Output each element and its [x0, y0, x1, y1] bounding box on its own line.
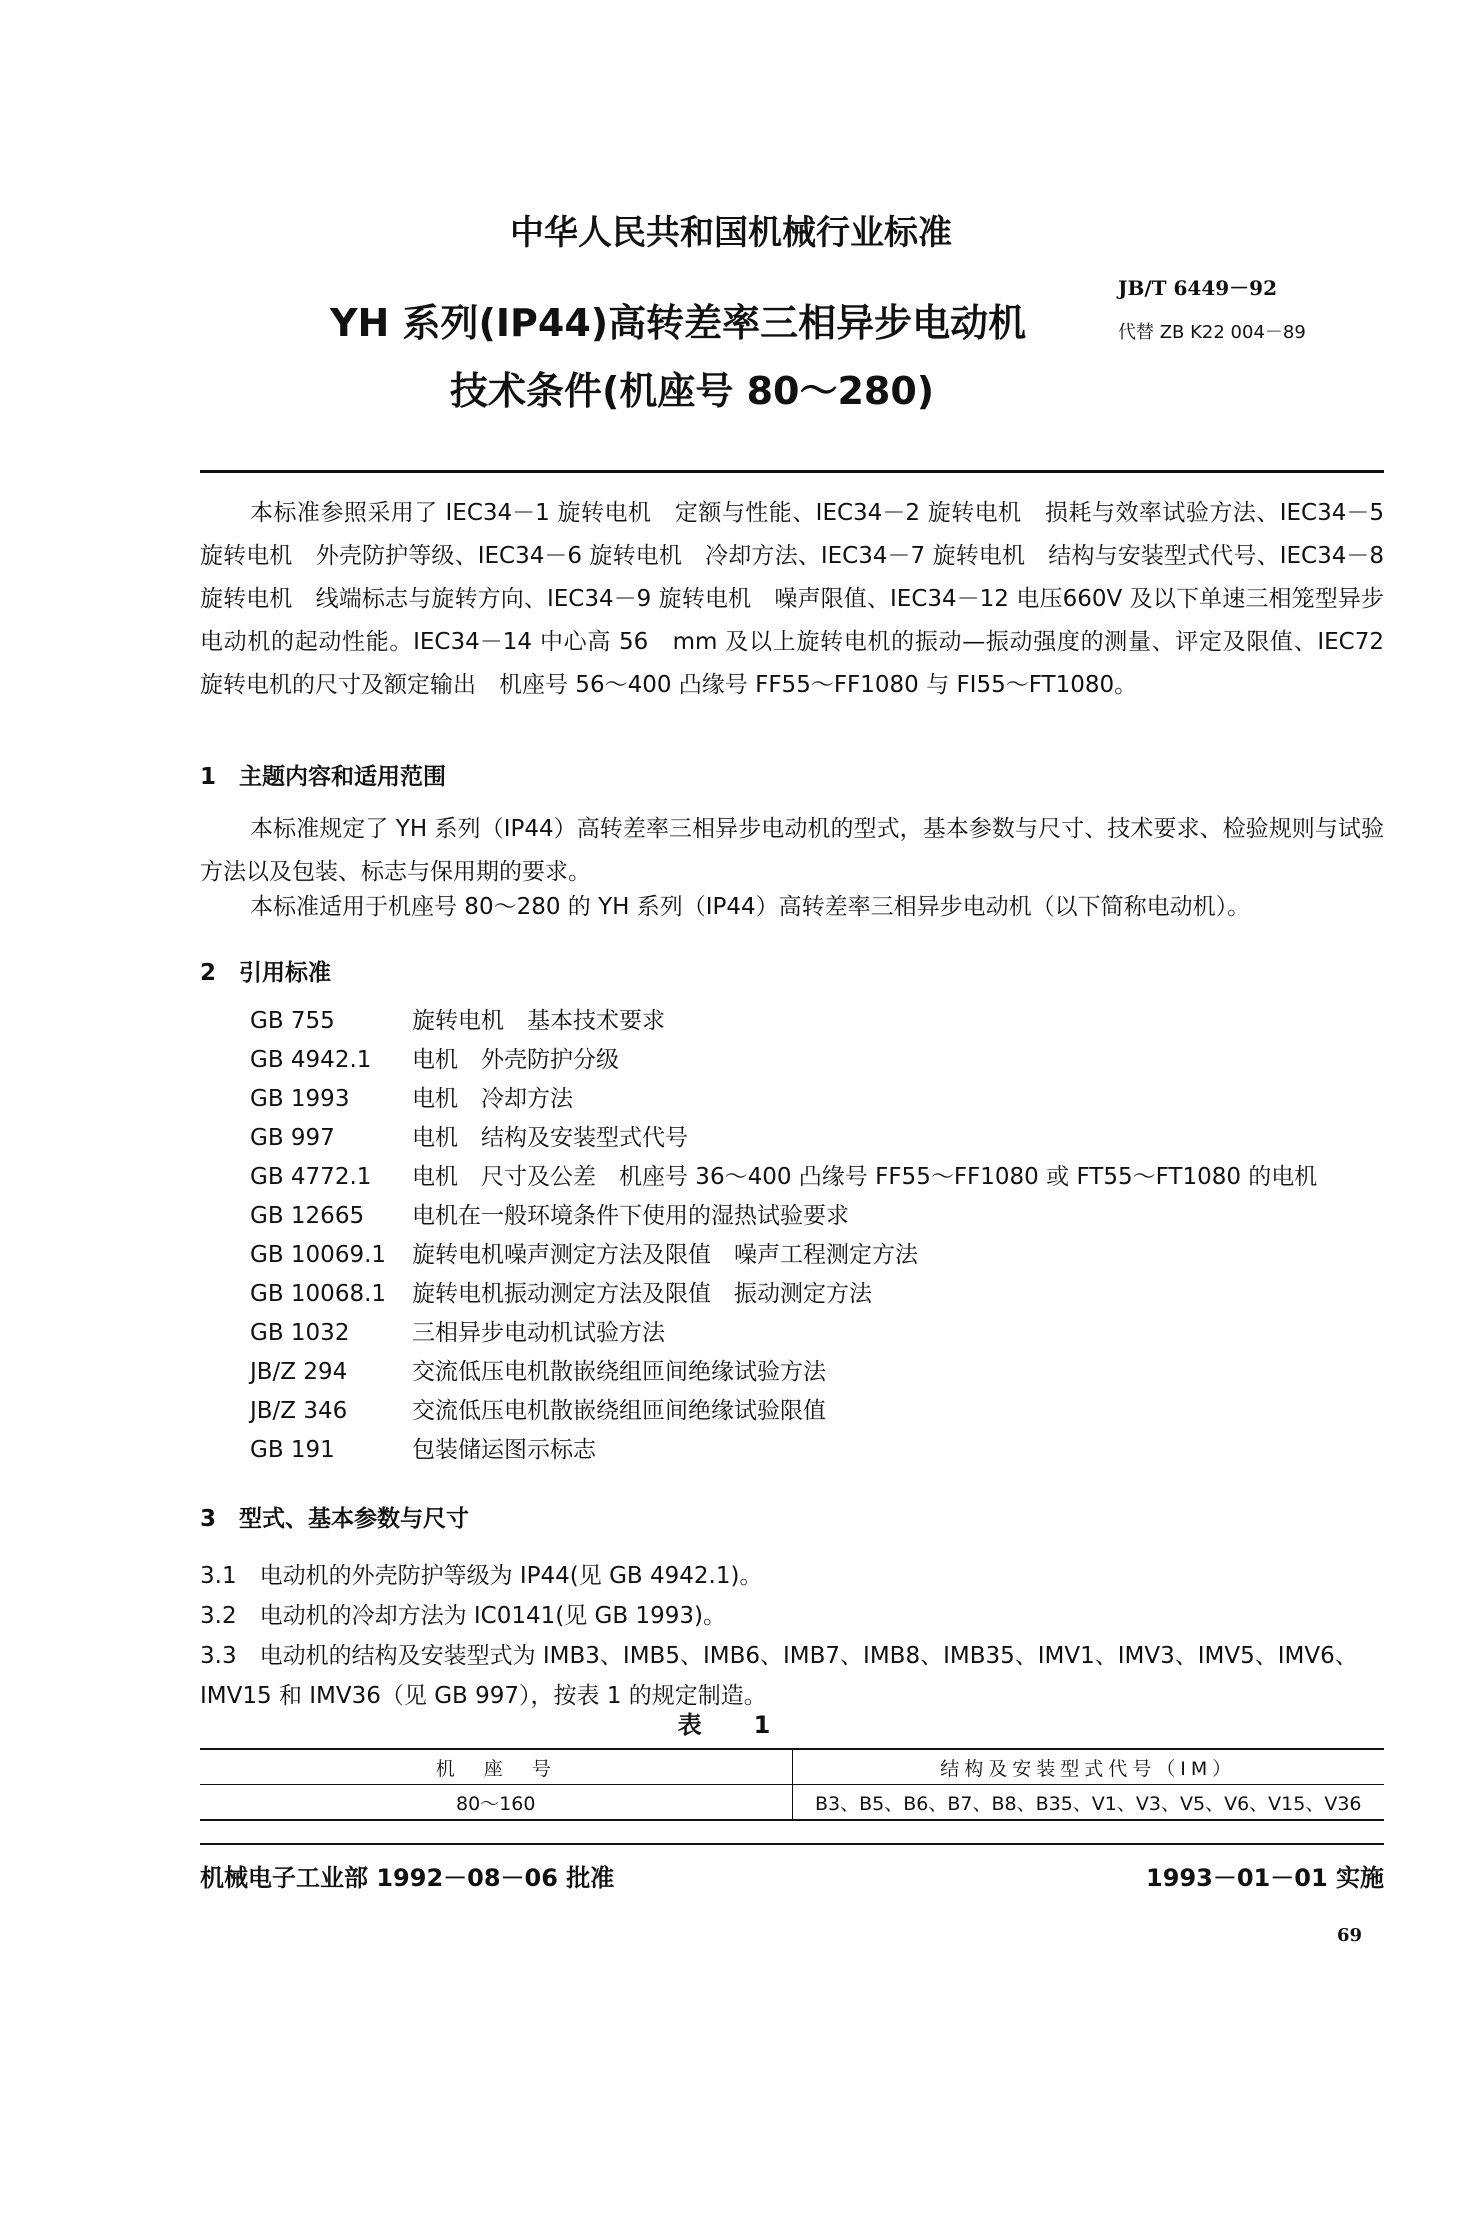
reference-item: [250, 1392, 1317, 1431]
reference-title: 旋转电机 基本技术要求: [412, 1008, 665, 1034]
reference-code: GB 997: [250, 1125, 335, 1151]
reference-item: [250, 1353, 1317, 1392]
reference-item: [250, 1158, 1317, 1197]
reference-item: [250, 1236, 1317, 1275]
standard-title: YH 系列(IP44)高转差率三相异步电动机: [330, 301, 1027, 345]
section-2-heading: 2 引用标准: [200, 960, 332, 986]
org-title: 中华人民共和国机械行业标准: [510, 213, 952, 253]
table-row: [200, 1785, 1384, 1821]
table-1-caption: 表 1: [677, 1711, 785, 1739]
reference-title: 三相异步电动机试验方法: [412, 1320, 665, 1346]
reference-title: 包装储运图示标志: [412, 1437, 596, 1463]
reference-item: [250, 1275, 1317, 1314]
reference-title: 电机在一般环境条件下使用的湿热试验要求: [412, 1203, 849, 1229]
reference-code: JB/Z 294: [250, 1359, 348, 1385]
table-cell-mounting-code: B3、B5、B6、B7、B8、B35、V1、V3、V5、V6、V15、V36: [792, 1785, 1384, 1821]
reference-title: 交流低压电机散嵌绕组匝间绝缘试验方法: [412, 1359, 826, 1385]
reference-code: GB 4772.1: [250, 1164, 372, 1190]
reference-title: 电机 结构及安装型式代号: [412, 1125, 688, 1151]
clause-3-3: 3.3 电动机的结构及安装型式为 IMB3、IMB5、IMB6、IMB7、IMB8、IMB35、IMV1、IMV3、IMV5、IMV6、IMV15 和 IMV36（见 GB 997），按表 1 的规定制造。: [200, 1643, 1358, 1709]
reference-title: 电机 外壳防护分级: [412, 1047, 619, 1073]
reference-item: [250, 1197, 1317, 1236]
reference-title: 交流低压电机散嵌绕组匝间绝缘试验限值: [412, 1398, 826, 1424]
section-1-paragraph-2: 本标准适用于机座号 80～280 的 YH 系列（IP44）高转差率三相异步电动机（以下简称电动机）。: [250, 894, 1251, 920]
reference-title: 旋转电机振动测定方法及限值 振动测定方法: [412, 1281, 872, 1307]
replaces-standard: 代替 ZB K22 004－89: [1118, 322, 1306, 343]
reference-code: GB 4942.1: [250, 1047, 372, 1073]
section-1-heading: 1 主题内容和适用范围: [200, 764, 447, 790]
section-3-heading: 3 型式、基本参数与尺寸: [200, 1506, 470, 1532]
reference-item: [250, 1002, 1317, 1041]
reference-item: [250, 1119, 1317, 1158]
standard-number: JB/T 6449－92: [1118, 276, 1278, 300]
reference-title: 电机 尺寸及公差 机座号 36～400 凸缘号 FF55～FF1080 或 FT55～FT1080 的电机: [412, 1164, 1318, 1190]
standard-subtitle: 技术条件(机座号 80～280): [450, 369, 935, 413]
reference-code: GB 1993: [250, 1086, 350, 1112]
reference-title: 旋转电机噪声测定方法及限值 噪声工程测定方法: [412, 1242, 918, 1268]
reference-item: [250, 1314, 1317, 1353]
reference-code: JB/Z 346: [250, 1398, 348, 1424]
table-header-mounting-code: 结构及安装型式代号（IM）: [792, 1749, 1384, 1785]
approval-line: 机械电子工业部 1992－08－06 批准: [200, 1864, 615, 1892]
reference-code: GB 191: [250, 1437, 335, 1463]
reference-list: [250, 1002, 1317, 1470]
footer-rule: [200, 1843, 1384, 1845]
reference-title: 电机 冷却方法: [412, 1086, 573, 1112]
header-rule: [200, 470, 1384, 473]
reference-code: GB 10069.1: [250, 1242, 387, 1268]
table-cell-frame: 80～160: [200, 1785, 792, 1821]
reference-code: GB 755: [250, 1008, 335, 1034]
reference-item: [250, 1080, 1317, 1119]
intro-paragraph: 本标准参照采用了 IEC34－1 旋转电机 定额与性能、IEC34－2 旋转电机 损耗与效率试验方法、IEC34－5 旋转电机 外壳防护等级、IEC34－6 旋转电机 冷却方法、IEC34－7 旋转电机 结构与安装型式代号、IEC34－8 旋转电机 线端标志与旋转方向、IEC34－9 旋转电机 噪声限值、IEC34－12 电压660V 及以下单速三相笼型异步电动机的起动性能。IEC34－14 中心高 56 mm 及以上旋转电机的振动—振动强度的测量、评定及限值、IEC72 旋转电机的尺寸及额定输出 机座号 56～400 凸缘号 FF55～FF1080 与 FI55～FT1080。: [200, 500, 1384, 698]
page-number: 69: [1336, 1925, 1362, 1946]
section-1-paragraph-1: 本标准规定了 YH 系列（IP44）高转差率三相异步电动机的型式，基本参数与尺寸、技术要求、检验规则与试验方法以及包装、标志与保用期的要求。: [200, 816, 1384, 885]
table-1: [200, 1748, 1384, 1821]
clause-3-2: 3.2 电动机的冷却方法为 IC0141(见 GB 1993)。: [200, 1603, 726, 1629]
reference-code: GB 10068.1: [250, 1281, 387, 1307]
clause-3-1: 3.1 电动机的外壳防护等级为 IP44(见 GB 4942.1)。: [200, 1563, 763, 1589]
implementation-date: 1993－01－01 实施: [1146, 1864, 1384, 1892]
reference-item: [250, 1431, 1317, 1470]
reference-code: GB 1032: [250, 1320, 350, 1346]
reference-code: GB 12665: [250, 1203, 365, 1229]
reference-item: [250, 1041, 1317, 1080]
table-header-frame: 机 座 号: [200, 1749, 792, 1785]
